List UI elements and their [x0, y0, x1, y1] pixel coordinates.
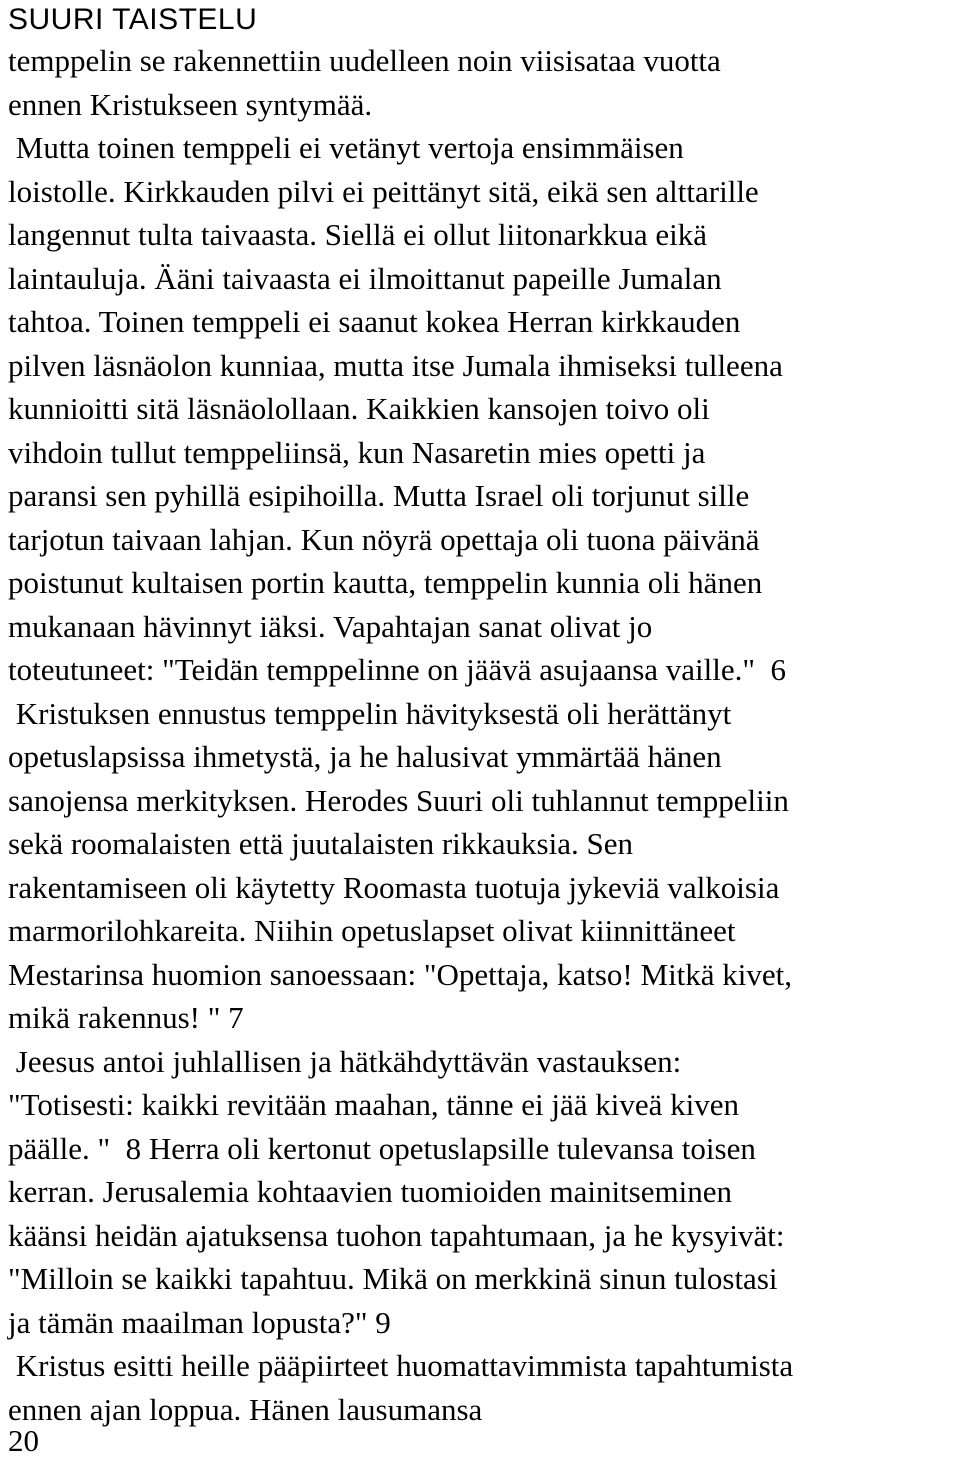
- text-line: sekä roomalaisten että juutalaisten rikkauksia. Sen: [8, 826, 633, 861]
- text-line: toteutuneet: "Teidän temppelinne on jäävä asujaansa vaille." 6: [8, 652, 787, 687]
- text-line: ennen Kristukseen syntymää.: [8, 86, 373, 122]
- text-line: rakentamiseen oli käytetty Roomasta tuotuja jykeviä valkoisia: [8, 869, 780, 905]
- text-line: langennut tulta taivaasta. Siellä ei ollut liitonarkkua eikä: [8, 217, 708, 252]
- text-line: opetuslapsissa ihmetystä, ja he halusivat ymmärtää hänen: [8, 739, 722, 774]
- text-line: poistunut kultaisen portin kautta, temppelin kunnia oli hänen: [8, 565, 763, 600]
- text-line: marmorilohkareita. Niihin opetuslapset olivat kiinnittäneet: [8, 913, 736, 948]
- text-line: tarjotun taivaan lahjan. Kun nöyrä opettaja oli tuona päivänä: [8, 521, 760, 557]
- text-line: Kristus esitti heille pääpiirteet huomattavimmista tapahtumista: [8, 1348, 794, 1383]
- text-line: vihdoin tullut temppeliinsä, kun Nasaretin mies opetti ja: [8, 434, 706, 470]
- text-line: pilven läsnäolon kunniaa, mutta itse Jumala ihmiseksi tulleena: [8, 347, 783, 383]
- text-line: laintauluja. Ääni taivaasta ei ilmoittanut papeille Jumalan: [8, 260, 722, 296]
- page-number: 20: [8, 1423, 39, 1458]
- text-line: "Totisesti: kaikki revitään maahan, tänne ei jää kiveä kiven: [8, 1087, 739, 1122]
- text-line: ja tämän maailman lopusta?" 9: [8, 1304, 391, 1340]
- text-line: Kristuksen ennustus temppelin hävityksestä oli herättänyt: [8, 695, 732, 731]
- text-line: sanojensa merkityksen. Herodes Suuri oli tuhlannut temppeliin: [8, 782, 789, 818]
- text-line: ennen ajan loppua. Hänen lausumansa: [8, 1391, 483, 1427]
- text-line: mikä rakennus! " 7: [8, 1000, 244, 1035]
- text-line: kunnioitti sitä läsnäolollaan. Kaikkien kansojen toivo oli: [8, 391, 710, 426]
- text-line: Mutta toinen temppeli ei vetänyt vertoja ensimmäisen: [8, 130, 684, 165]
- text-line: loistolle. Kirkkauden pilvi ei peittänyt sitä, eikä sen alttarille: [8, 173, 759, 209]
- text-line: Mestarinsa huomion sanoessaan: "Opettaja, katso! Mitkä kivet,: [8, 956, 793, 992]
- text-line: temppelin se rakennettiin uudelleen noin viisisataa vuotta: [8, 43, 721, 78]
- text-line: päälle. " 8 Herra oli kertonut opetuslapsille tulevansa toisen: [8, 1130, 756, 1166]
- text-line: paransi sen pyhillä esipihoilla. Mutta Israel oli torjunut sille: [8, 478, 750, 513]
- body-text: [8, 39, 958, 1431]
- text-line: "Milloin se kaikki tapahtuu. Mikä on merkkinä sinun tulostasi: [8, 1261, 778, 1296]
- text-line: kerran. Jerusalemia kohtaavien tuomioiden mainitseminen: [8, 1174, 732, 1209]
- text-line: Jeesus antoi juhlallisen ja hätkähdyttävän vastauksen:: [8, 1043, 682, 1079]
- text-line: mukanaan hävinnyt iäksi. Vapahtajan sanat olivat jo: [8, 608, 653, 644]
- text-line: tahtoa. Toinen temppeli ei saanut kokea Herran kirkkauden: [8, 304, 741, 339]
- running-header: SUURI TAISTELU: [8, 3, 258, 36]
- text-line: käänsi heidän ajatuksensa tuohon tapahtumaan, ja he kysyivät:: [8, 1217, 785, 1253]
